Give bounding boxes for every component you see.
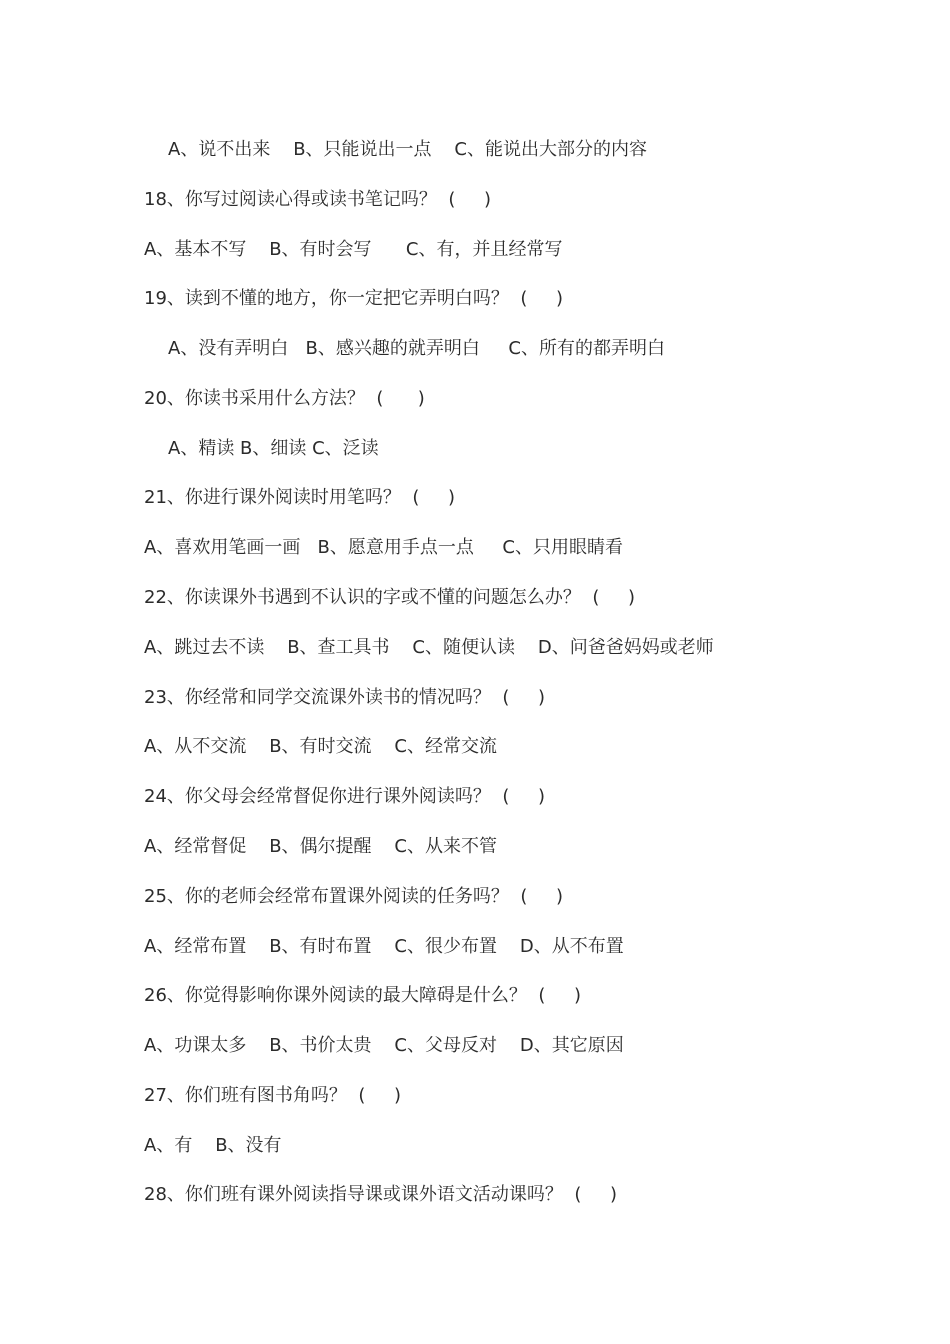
q27-options: A、有 B、没有	[144, 1135, 282, 1156]
q26-options: A、功课太多 B、书价太贵 C、父母反对 D、其它原因	[144, 1035, 624, 1056]
q19-options: A、没有弄明白 B、感兴趣的就弄明白 C、所有的都弄明白	[168, 338, 666, 359]
q21-options: A、喜欢用笔画一画 B、愿意用手点一点 C、只用眼睛看	[144, 537, 624, 558]
q20-options: A、精读 B、细读 C、泛读	[168, 438, 379, 459]
q18-question: 18、你写过阅读心得或读书笔记吗？ ( )	[144, 189, 491, 210]
q22-options: A、跳过去不读 B、查工具书 C、随便认读 D、问爸爸妈妈或老师	[144, 637, 714, 658]
q24-question: 24、你父母会经常督促你进行课外阅读吗？ ( )	[144, 786, 545, 807]
q25-options: A、经常布置 B、有时布置 C、很少布置 D、从不布置	[144, 936, 624, 957]
q20-question: 20、你读书采用什么方法？ ( )	[144, 388, 425, 409]
q26-question: 26、你觉得影响你课外阅读的最大障碍是什么？ ( )	[144, 985, 581, 1006]
q22-question: 22、你读课外书遇到不认识的字或不懂的问题怎么办？ ( )	[144, 587, 635, 608]
q25-question: 25、你的老师会经常布置课外阅读的任务吗？ ( )	[144, 886, 563, 907]
q28-question: 28、你们班有课外阅读指导课或课外语文活动课吗？ ( )	[144, 1184, 617, 1205]
q18-options: A、基本不写 B、有时会写 C、有，并且经常写	[144, 239, 563, 260]
q23-options: A、从不交流 B、有时交流 C、经常交流	[144, 736, 498, 757]
q21-question: 21、你进行课外阅读时用笔吗？ ( )	[144, 487, 455, 508]
q27-question: 27、你们班有图书角吗？ ( )	[144, 1085, 401, 1106]
q23-question: 23、你经常和同学交流课外读书的情况吗？ ( )	[144, 687, 545, 708]
q19-question: 19、读到不懂的地方，你一定把它弄明白吗？ ( )	[144, 288, 563, 309]
q17-options: A、说不出来 B、只能说出一点 C、能说出大部分的内容	[168, 139, 648, 160]
q24-options: A、经常督促 B、偶尔提醒 C、从来不管	[144, 836, 498, 857]
